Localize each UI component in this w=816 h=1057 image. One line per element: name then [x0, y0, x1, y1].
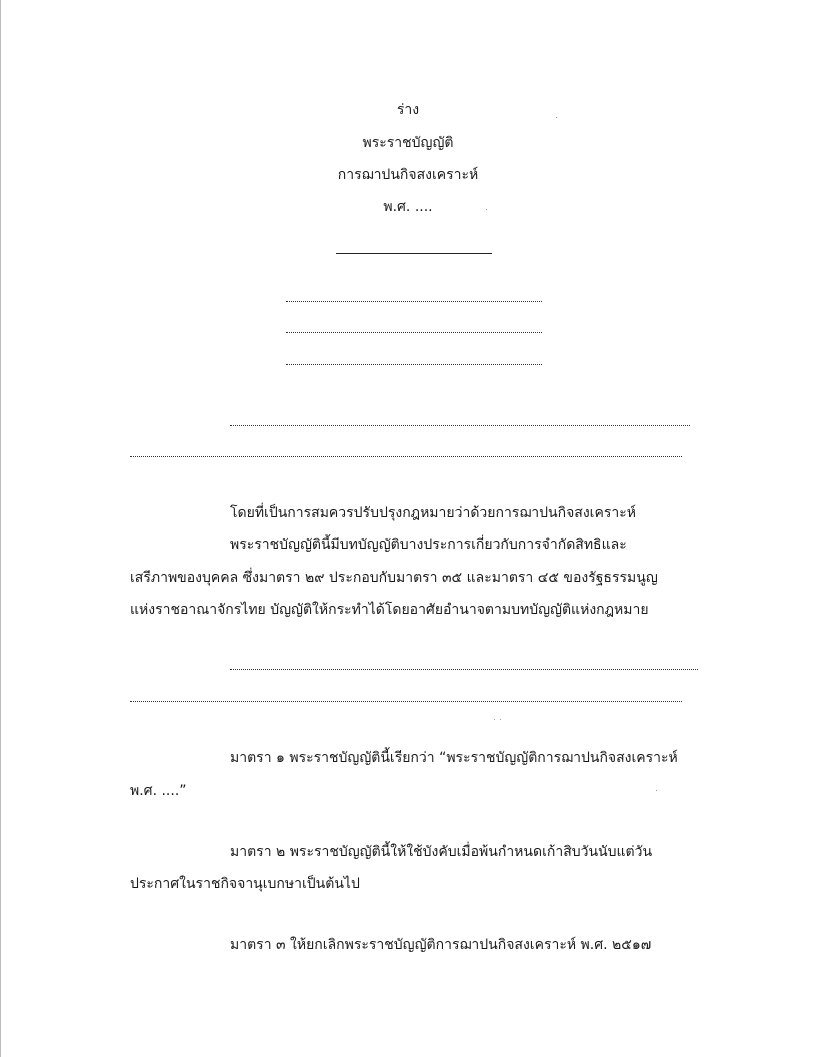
- header-rule: [336, 253, 492, 254]
- section-1-line: พ.ศ. ....”: [130, 783, 187, 799]
- preamble-line: โดยที่เป็นการสมควรปรับปรุงกฎหมายว่าด้วยการฌาปนกิจสงเคราะห์: [230, 505, 636, 521]
- preamble-line: แห่งราชอาณาจักรไทย บัญญัติให้กระทำได้โดยอาศัยอำนาจตามบทบัญญัติแห่งกฎหมาย: [130, 602, 649, 618]
- section-2-line: ประกาศในราชกิจจานุเบกษาเป็นต้นไป: [130, 876, 360, 892]
- section-3-line: มาตรา ๓ ให้ยกเลิกพระราชบัญญัติการฌาปนกิจสงเคราะห์ พ.ศ. ๒๕๑๗: [230, 937, 652, 953]
- long-dotted-line: [230, 669, 698, 670]
- section-1-line: มาตรา ๑ พระราชบัญญัตินี้เรียกว่า “พระราชบัญญัติการฌาปนกิจสงเคราะห์: [230, 750, 678, 766]
- draft-label: ร่าง: [396, 102, 420, 118]
- act-title-line2: การฌาปนกิจสงเคราะห์: [337, 167, 479, 183]
- preamble-line: พระราชบัญญัตินี้มีบทบัญญัติบางประการเกี่ยวกับการจำกัดสิทธิและ: [230, 537, 627, 553]
- scan-speck: [494, 719, 495, 720]
- section-2-line: มาตรา ๒ พระราชบัญญัตินี้ให้ใช้บังคับเมื่อพ้นกำหนดเก้าสิบวันนับแต่วัน: [230, 844, 653, 860]
- act-title-line1: พระราชบัญญัติ: [362, 135, 454, 151]
- scan-speck: [486, 209, 487, 210]
- blank-dotted-line: [286, 332, 542, 333]
- scan-speck: [556, 117, 557, 118]
- act-year-line: พ.ศ. ....: [383, 199, 433, 215]
- long-dotted-line: [230, 425, 690, 426]
- long-dotted-line: [130, 701, 682, 702]
- scan-speck: [500, 719, 501, 720]
- page-left-edge: [0, 0, 1, 1057]
- preamble-line: เสรีภาพของบุคคล ซึ่งมาตรา ๒๙ ประกอบกับมาตรา ๓๕ และมาตรา ๔๕ ของรัฐธรรมนูญ: [130, 570, 658, 586]
- long-dotted-line: [130, 456, 682, 457]
- scan-speck: [656, 790, 657, 791]
- blank-dotted-line: [286, 301, 542, 302]
- blank-dotted-line: [286, 364, 542, 365]
